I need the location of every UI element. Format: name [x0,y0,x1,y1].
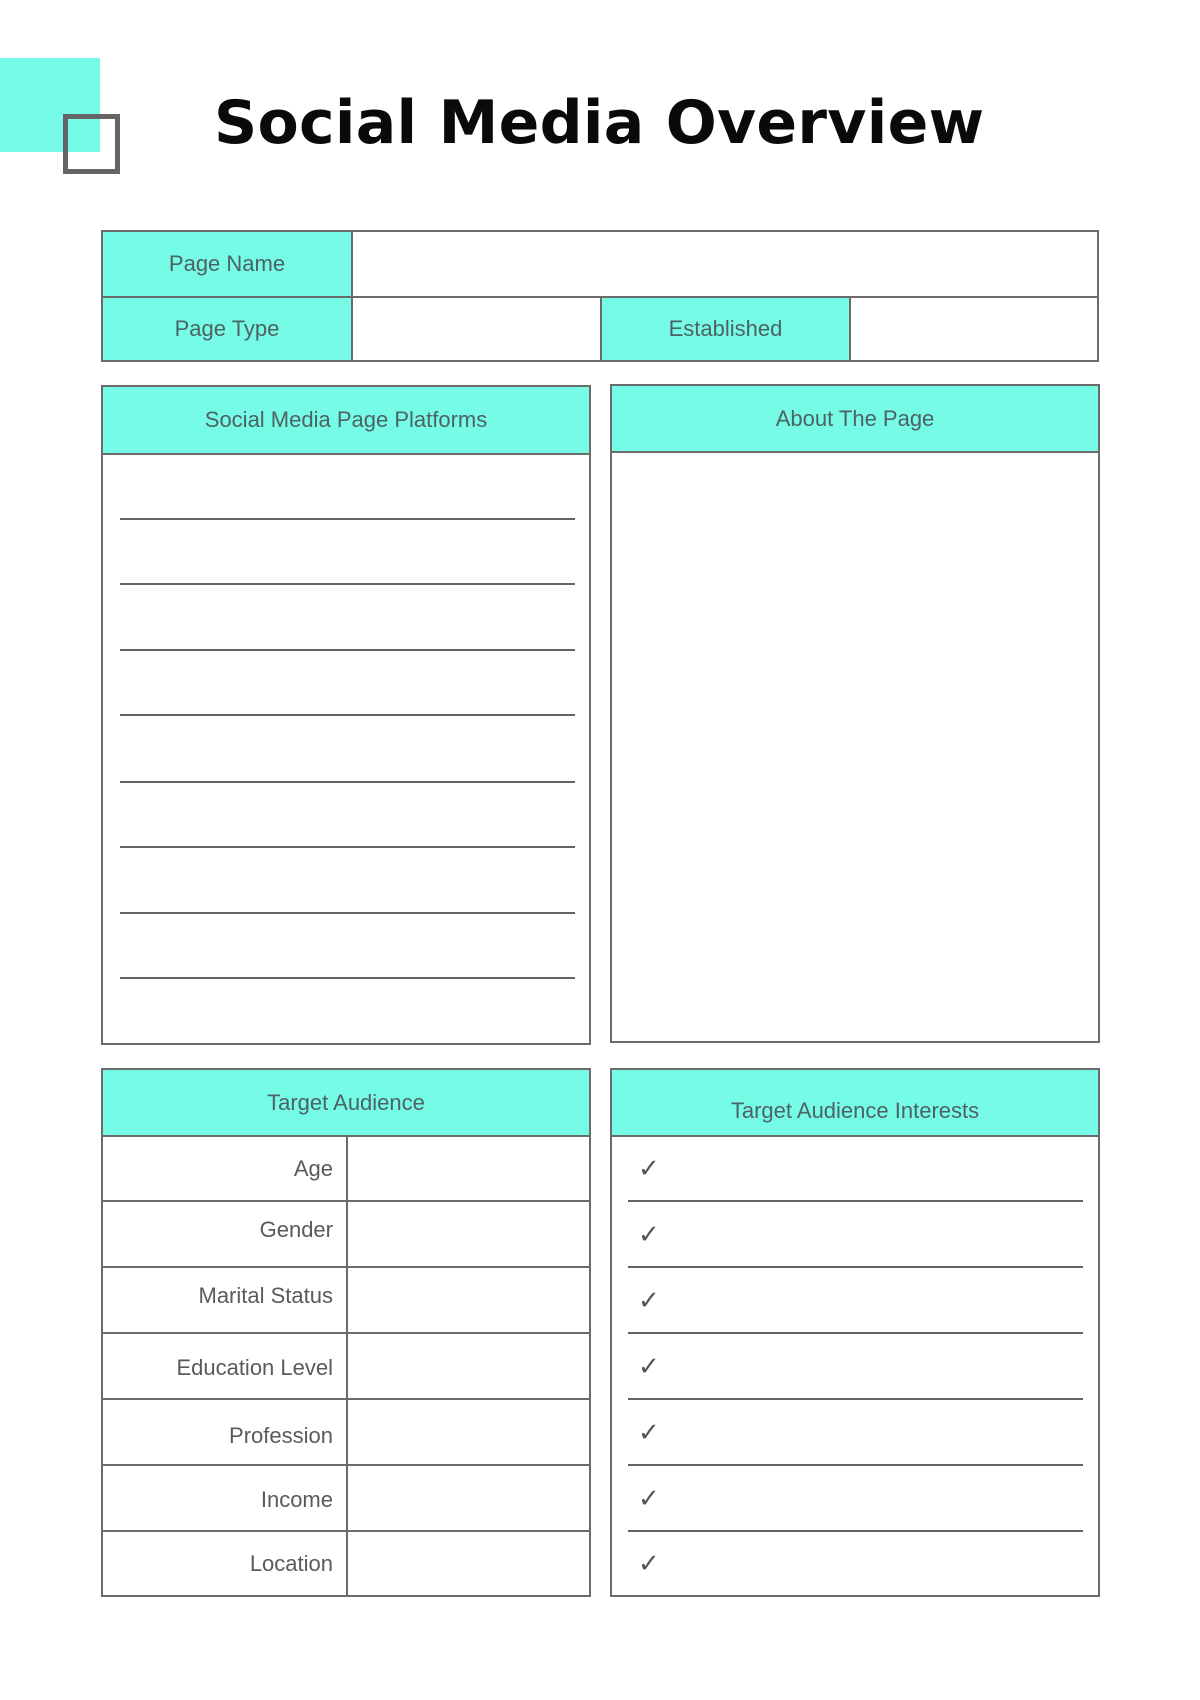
interests-header: Target Audience Interests [612,1070,1098,1137]
established-label: Established [600,296,851,362]
interest-line [628,1398,1083,1400]
interest-line [628,1266,1083,1268]
interest-line [628,1332,1083,1334]
interests-box [610,1068,1100,1597]
row-label-profession: Profession [229,1423,333,1448]
platforms-box [101,385,591,1045]
checkmark-icon: ✓ [638,1352,660,1382]
row-label-marital-status: Marital Status [198,1283,333,1308]
platform-line-4[interactable] [120,714,575,716]
target-audience-header: Target Audience [103,1070,589,1137]
interest-field-5[interactable] [672,1402,1078,1462]
marital-status-field[interactable] [349,1268,589,1332]
row-label-gender: Gender [259,1217,333,1242]
platform-line-5[interactable] [120,781,575,783]
platform-line-8[interactable] [120,977,575,979]
about-box [610,384,1100,1043]
platform-line-6[interactable] [120,846,575,848]
interest-field-3[interactable] [672,1270,1078,1330]
platform-line-2[interactable] [120,583,575,585]
page-name-label: Page Name [101,230,353,298]
platform-line-1[interactable] [120,518,575,520]
row-label-income: Income [260,1487,333,1512]
interest-field-7[interactable] [672,1534,1078,1594]
checkmark-icon: ✓ [638,1418,660,1448]
checkmark-icon: ✓ [638,1220,660,1250]
gender-field[interactable] [349,1202,589,1266]
interest-field-2[interactable] [672,1204,1078,1264]
page-title: Social Media Overview [214,88,985,158]
checkmark-icon: ✓ [638,1549,660,1579]
checkmark-icon: ✓ [638,1484,660,1514]
established-field[interactable] [849,296,1099,362]
education-level-field[interactable] [349,1334,589,1398]
page-type-label: Page Type [101,296,353,362]
target-audience-box [101,1068,591,1597]
interest-field-4[interactable] [672,1336,1078,1396]
about-header: About The Page [612,386,1098,453]
interest-line [628,1530,1083,1532]
interest-line [628,1200,1083,1202]
interest-line [628,1464,1083,1466]
page-info-table [101,230,1099,362]
interest-field-6[interactable] [672,1468,1078,1528]
age-field[interactable] [349,1137,589,1201]
checkmark-icon: ✓ [638,1154,660,1184]
row-label-age: Age [293,1156,333,1181]
platforms-header: Social Media Page Platforms [103,387,589,455]
platform-line-7[interactable] [120,912,575,914]
profession-field[interactable] [349,1400,589,1464]
location-field[interactable] [349,1532,589,1595]
row-label-education-level: Education Level [176,1355,333,1380]
page-type-field[interactable] [351,296,602,362]
checkmark-icon: ✓ [638,1286,660,1316]
platform-line-3[interactable] [120,649,575,651]
interest-field-1[interactable] [672,1140,1078,1200]
income-field[interactable] [349,1466,589,1530]
page-name-field[interactable] [351,230,1099,298]
about-text-area[interactable] [612,453,1098,1041]
decorative-outline-square [63,114,120,174]
row-label-location: Location [249,1551,333,1576]
